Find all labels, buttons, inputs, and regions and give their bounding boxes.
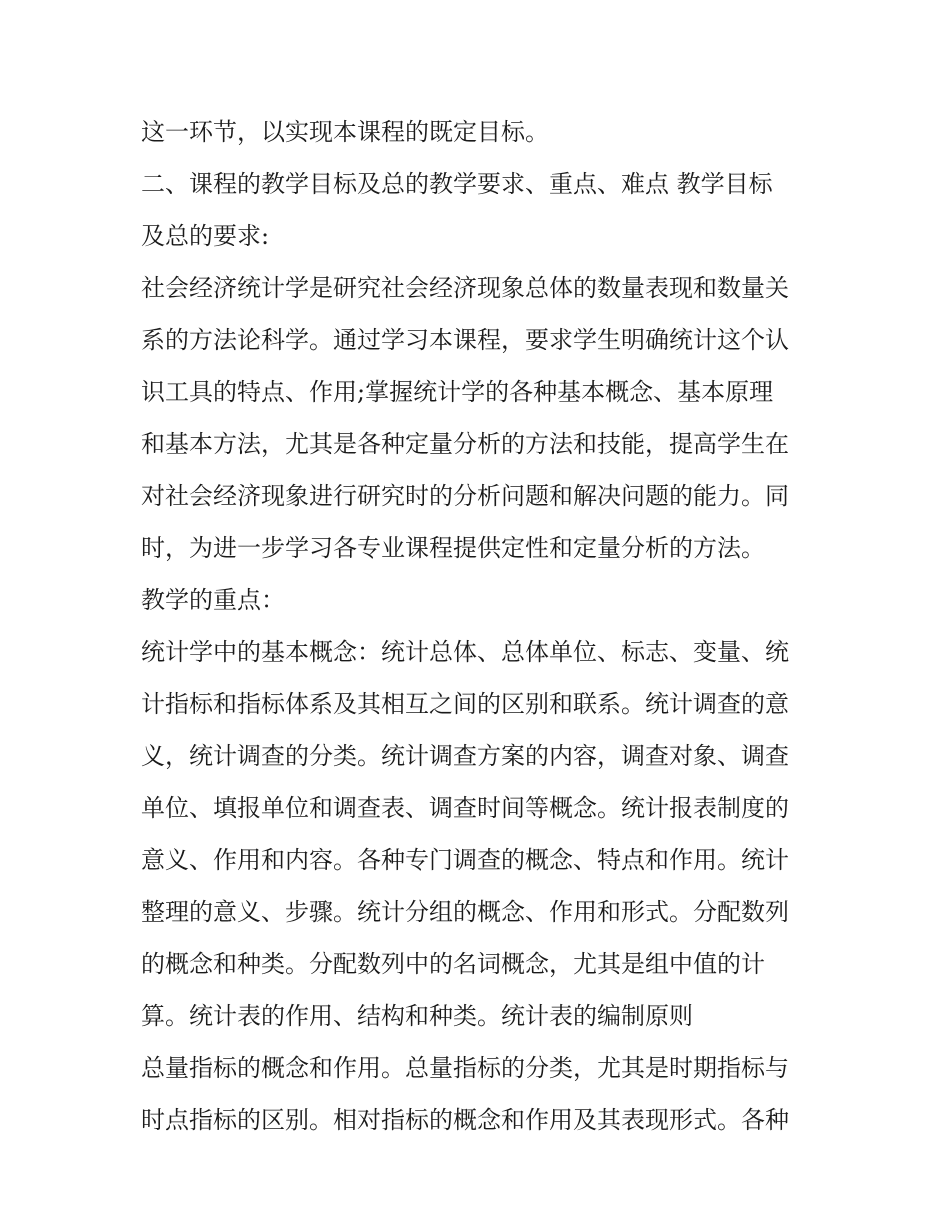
text-line-10: 教学的重点：	[141, 586, 285, 614]
text-line-15: 意义、作用和内容。各种专门调查的概念、特点和作用。统计	[141, 846, 789, 874]
text-line-13: 义，统计调查的分类。统计调查方案的内容，调查对象、调查	[141, 742, 789, 770]
text-line-12: 计指标和指标体系及其相互之间的区别和联系。统计调查的意	[141, 690, 789, 718]
text-line-14: 单位、填报单位和调查表、调查时间等概念。统计报表制度的	[141, 794, 789, 822]
text-line-6: 识工具的特点、作用;掌握统计学的各种基本概念、基本原理	[141, 378, 774, 406]
text-line-8: 对社会经济现象进行研究时的分析问题和解决问题的能力。同	[141, 482, 789, 510]
text-line-7: 和基本方法，尤其是各种定量分析的方法和技能，提高学生在	[141, 430, 789, 458]
text-line-1: 这一环节，以实现本课程的既定目标。	[141, 118, 549, 146]
text-line-16: 整理的意义、步骤。统计分组的概念、作用和形式。分配数列	[141, 898, 789, 926]
text-line-18: 算。统计表的作用、结构和种类。统计表的编制原则	[141, 1002, 693, 1030]
text-line-20: 时点指标的区别。相对指标的概念和作用及其表现形式。各种	[141, 1106, 789, 1134]
text-line-4: 社会经济统计学是研究社会经济现象总体的数量表现和数量关	[141, 274, 789, 302]
document-body	[141, 106, 831, 1146]
text-line-9: 时，为进一步学习各专业课程提供定性和定量分析的方法。	[141, 534, 765, 562]
text-line-3: 及总的要求:	[141, 222, 270, 250]
text-line-17: 的概念和种类。分配数列中的名词概念，尤其是组中值的计	[141, 950, 765, 978]
text-line-19: 总量指标的概念和作用。总量指标的分类，尤其是时期指标与	[141, 1054, 789, 1082]
text-line-2: 二、课程的教学目标及总的教学要求、重点、难点 教学目标	[141, 170, 773, 198]
text-line-11: 统计学中的基本概念：统计总体、总体单位、标志、变量、统	[141, 638, 789, 666]
text-line-5: 系的方法论科学。通过学习本课程，要求学生明确统计这个认	[141, 326, 789, 354]
